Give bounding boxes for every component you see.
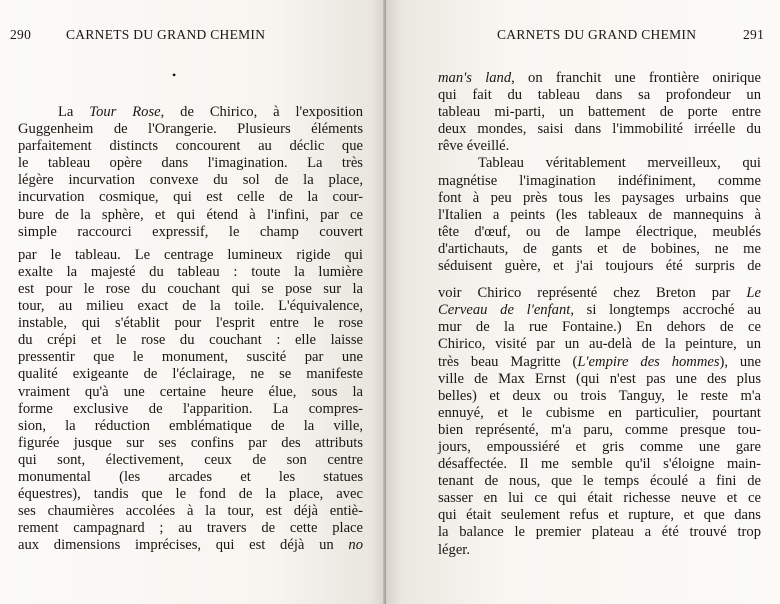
text-line: Guggenheim de l'Orangerie. Plusieurs éléments [18, 121, 363, 138]
text-line: tour, au milieu exact de la toile. L'équivalence, [18, 298, 363, 315]
text-line: légère incurvation convexe du sol de la place, [18, 172, 363, 189]
text-line: ennuyé, et le cubisme en particulier, pourtant [438, 404, 761, 421]
text-line: font à peu près tous les paysages urbains que [438, 189, 761, 206]
text-line: deux mondes, saisi dans l'immobilité irréelle du [438, 121, 761, 138]
text-line: qui était seulement refus et rupture, et que dans [438, 507, 761, 524]
page-number: 290 [10, 27, 32, 42]
text-line: simple raccourci expressif, le champ couvert [18, 223, 363, 240]
text-line: qui fait du tableau dans sa profondeur un [438, 87, 761, 104]
text-line: qui sont, électivement, ceux de son centre [18, 451, 363, 468]
text-line: tenant de nous, que le temps écoulé a fini de [438, 473, 761, 490]
text-line: jours, empoussiéré et gris comme une gare [438, 438, 761, 455]
text-line: monumental (les arcades et les statues [18, 468, 363, 485]
text-line: bure de la sphère, et qui étend à l'infini, par ce [18, 206, 363, 223]
text-line: ses chaumières accolées à la tour, est déjà entiè- [18, 503, 363, 520]
text-line: sion, la réduction emblématique de la ville, [18, 417, 363, 434]
text-line: bien représenté, m'a paru, comme presque tou- [438, 421, 761, 438]
text-line: ville de Max Ernst (qui n'est pas une des plus [438, 370, 761, 387]
text-line: le tableau opère dans l'imagination. La très [18, 155, 363, 172]
left-page [0, 0, 386, 604]
text-line: est pour le rose du couchant qui se pose sur la [18, 280, 363, 297]
text-line: man's land, on franchit une frontière onirique [438, 70, 761, 86]
text-line: vraiment qu'à une certaine heure élue, sous la [18, 383, 363, 400]
text-line: pressentir que le monument, suscité par une [18, 349, 363, 366]
text-line: sasser en lui ce qui était richesse neuve et ce [438, 490, 761, 507]
section-ornament: • [172, 68, 177, 82]
text-line: séduisent guère, et j'ai toujours été surpris de [438, 258, 761, 275]
text-line: magnétise l'imagination indéfiniment, comme [438, 172, 761, 189]
text-line: parfaitement distincts concourent au déclic que [18, 138, 363, 155]
text-line: La Tour Rose, de Chirico, à l'exposition [58, 104, 363, 120]
text-line: rement campagnard ; au travers de cette place [18, 520, 363, 537]
running-head: CARNETS DU GRAND CHEMIN [497, 27, 697, 42]
text-line: tableau mi-parti, un battement de porte entre [438, 104, 761, 121]
body-text [18, 104, 363, 554]
text-line: désaffectée. Il me semble qu'il s'éloigne main- [438, 456, 761, 473]
text-line: figurée jusque sur ses confins par des attributs [18, 434, 363, 451]
text-line: rêve éveillé. [438, 138, 510, 155]
text-line: qualité exigeante de l'éclairage, ne se manifeste [18, 366, 363, 383]
text-line: par le tableau. Le centrage lumineux rigide qui [18, 246, 363, 263]
running-head: CARNETS DU GRAND CHEMIN [66, 27, 266, 42]
text-line: équestres), tandis que le fond de la place, avec [18, 486, 363, 503]
text-line: très beau Magritte (L'empire des hommes), une [438, 353, 761, 370]
text-line: la balance le premier plateau a été trouvé trop [438, 524, 761, 541]
text-line: l'Italien a peints (les tableaux de mannequins à [438, 206, 761, 223]
text-line: aux dimensions imprécises, qui est déjà un no [18, 537, 363, 554]
text-line: voir Chirico représenté chez Breton par Le [438, 285, 761, 302]
text-line: belles) et deux ou trois Tanguy, le reste m'a [438, 387, 761, 404]
page-number: 291 [743, 27, 765, 42]
text-line: forme exclusive de l'apparition. La compres- [18, 400, 363, 417]
text-line: du crépi et le rose du couchant : elle laisse [18, 332, 363, 349]
text-line: exalte la majesté du tableau : toute la lumière [18, 263, 363, 280]
text-line: léger. [438, 541, 471, 558]
text-line: instable, qui s'établit pour l'esprit entre le rose [18, 315, 363, 332]
text-line: Chirico, visité par un au-delà de la peinture, un [438, 336, 761, 353]
text-line: incurvation cosmique, qui est celle de la cour- [18, 189, 363, 206]
right-page [386, 0, 780, 604]
text-line: Cerveau de l'enfant, si longtemps accroché au [438, 302, 761, 319]
text-line: tête d'œuf, ou de lampe électrique, meublés [438, 223, 761, 240]
body-text [438, 70, 761, 559]
text-line: Tableau véritablement merveilleux, qui [478, 155, 761, 172]
text-line: mur de la rue Fontaine.) En dehors de ce [438, 319, 761, 336]
text-line: d'artichauts, de gants et de bobines, ne me [438, 240, 761, 257]
